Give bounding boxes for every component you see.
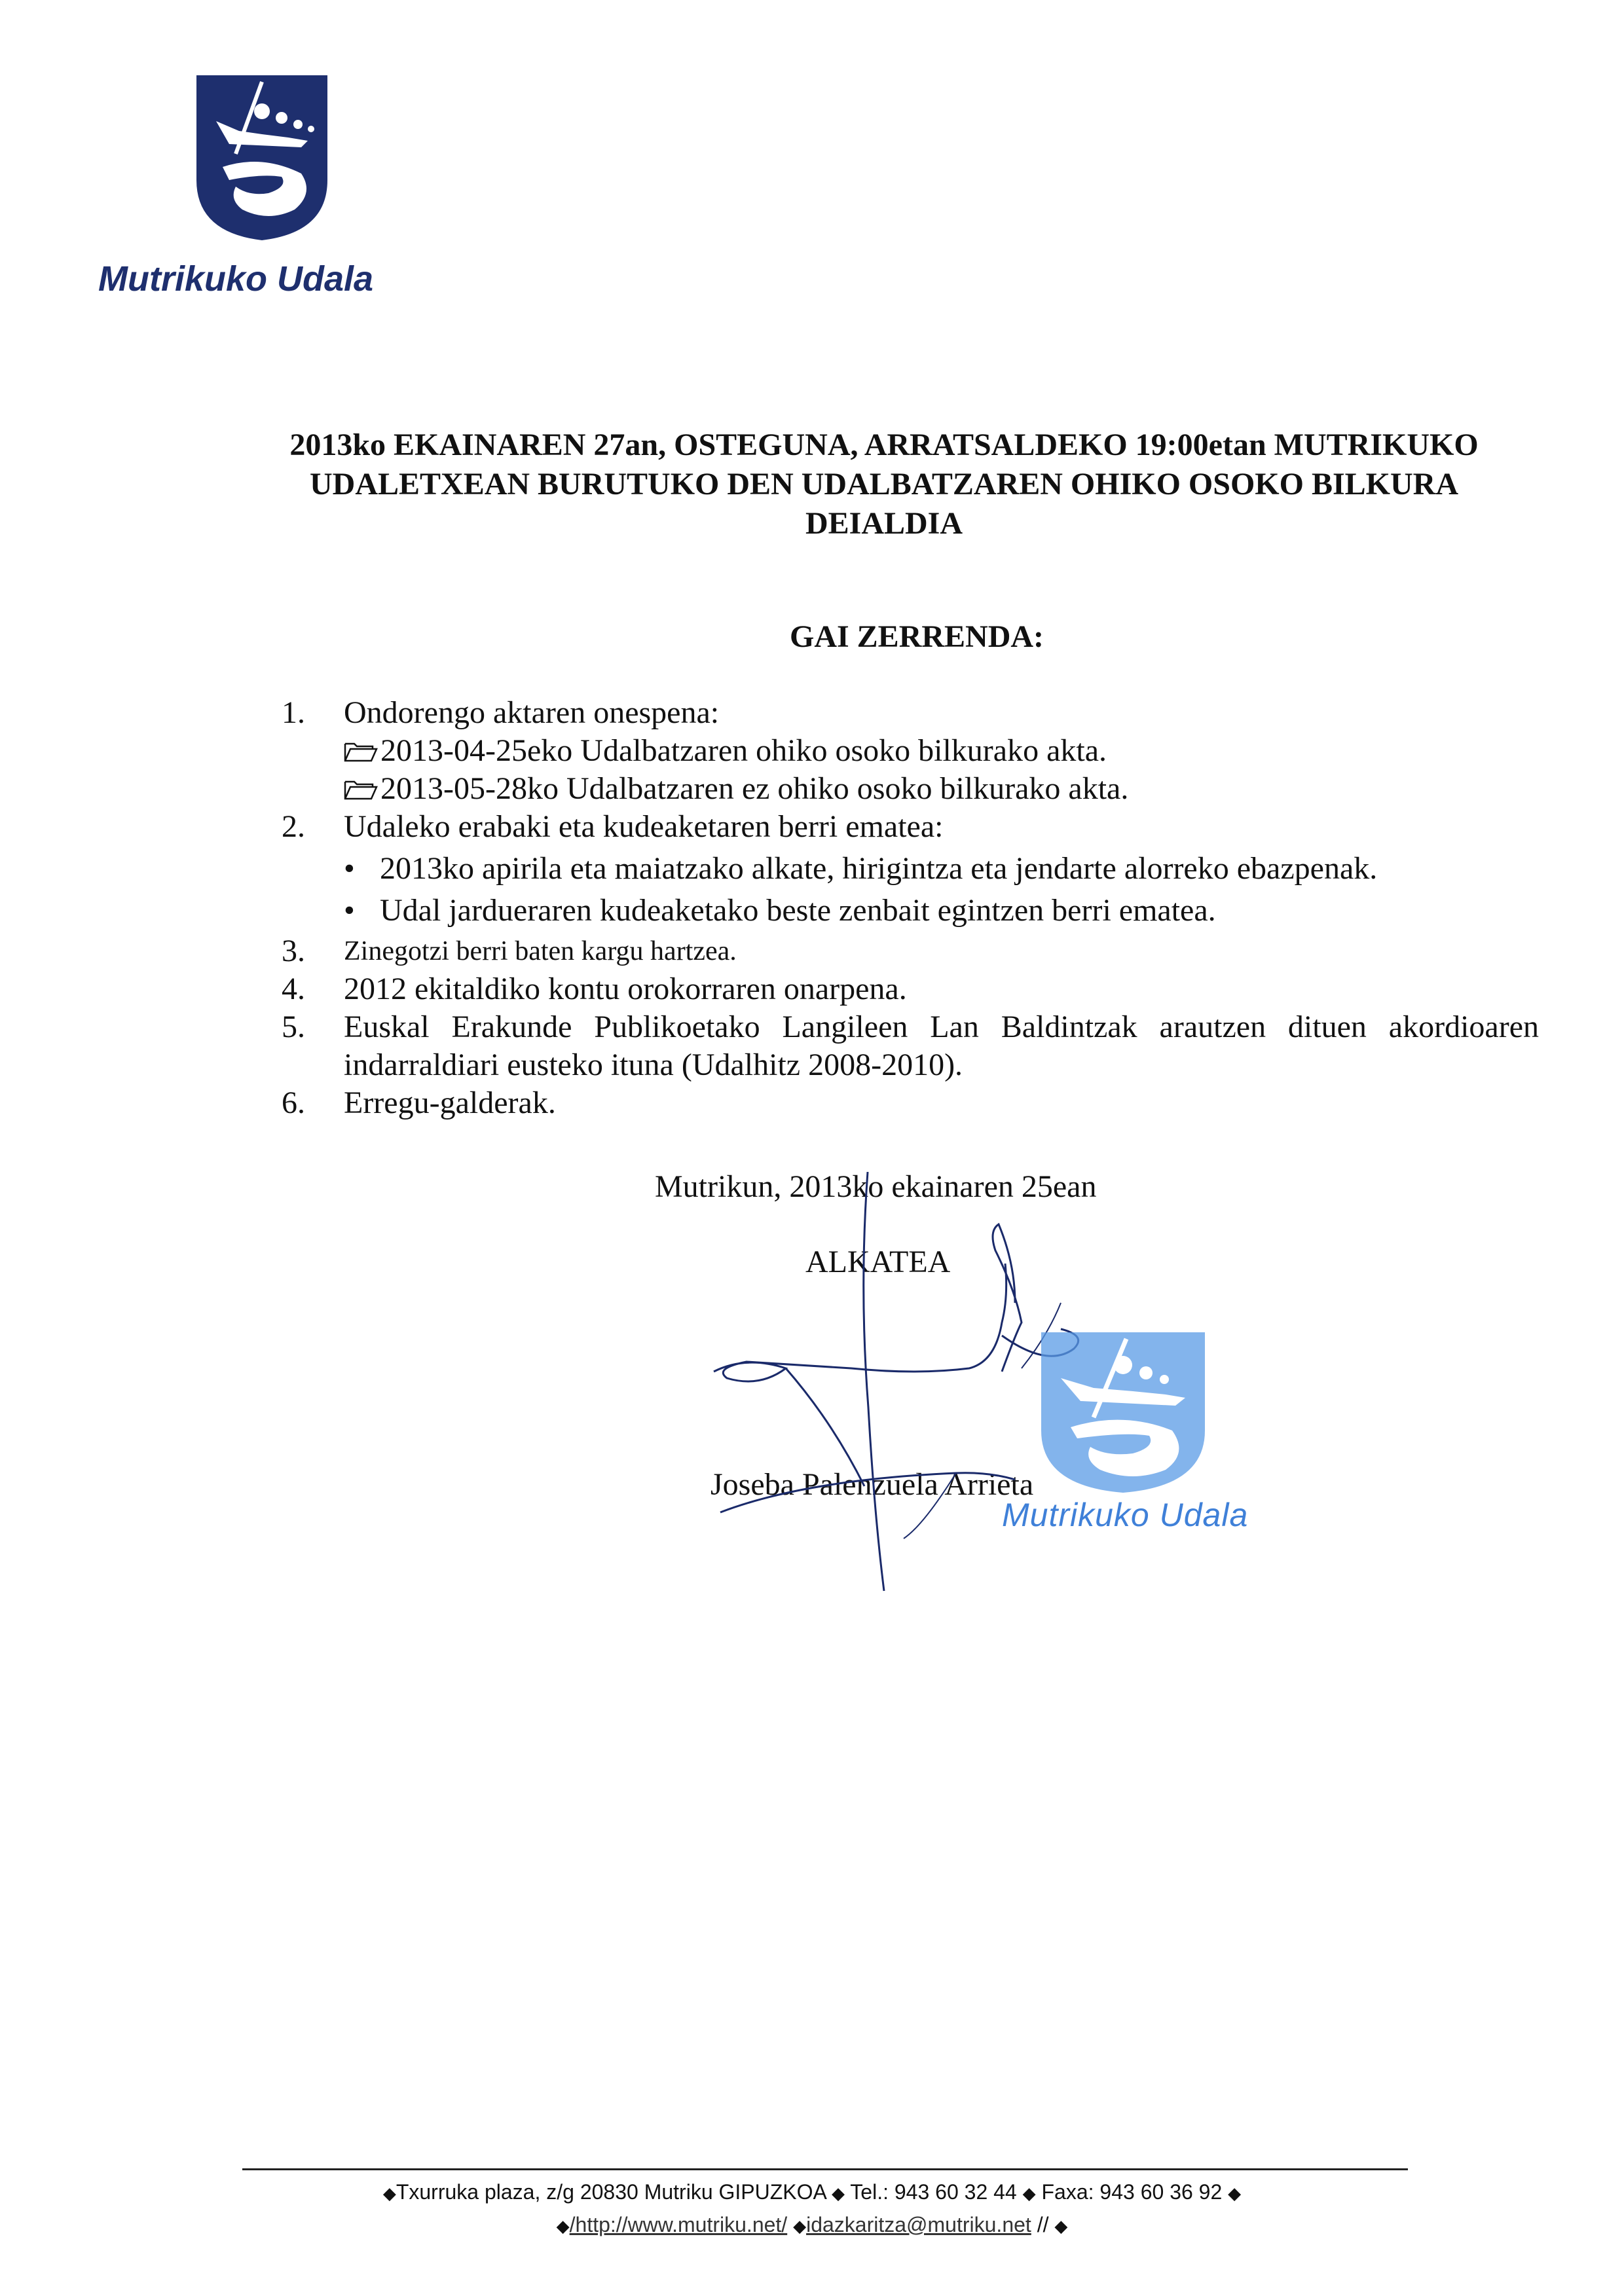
bullet-text: Udal jardueraren kudeaketako beste zenbait egintzen berri ematea. [380, 893, 1216, 928]
title-line-3: DEIALDIA [805, 506, 963, 541]
logo-caption: Mutrikuko Udala [98, 259, 374, 299]
email-link[interactable]: idazkaritza@mutriku.net [806, 2213, 1031, 2236]
bullet-text: 2013ko apirila eta maiatzako alkate, hirigintza eta jendarte alorreko ebazpenak. [380, 851, 1378, 886]
diamond-icon: ◆ [382, 2183, 396, 2203]
sub-item [282, 732, 1539, 770]
bullet-item [282, 850, 1539, 888]
stamp-caption: Mutrikuko Udala [1002, 1497, 1249, 1533]
agenda-item-2 [282, 808, 1539, 846]
signer-role: ALKATEA [805, 1245, 951, 1279]
item-number: 3. [282, 934, 305, 968]
title-line-2: UDALETXEAN BURUTUKO DEN UDALBATZAREN OHIKO OSOKO BILKURA [309, 467, 1458, 501]
agenda-item-4 [282, 970, 1539, 1008]
item-number: 1. [282, 695, 305, 730]
item-number: 4. [282, 972, 305, 1006]
signer-name: Joseba Palenzuela Arrieta [710, 1467, 1034, 1502]
document-title [249, 426, 1519, 543]
coat-of-arms-logo [190, 69, 334, 246]
footer-fax: Faxa: 943 60 36 92 [1041, 2180, 1223, 2204]
footer-divider [242, 2168, 1408, 2170]
agenda-item-1 [282, 694, 1539, 732]
agenda-item-5 [282, 1008, 1539, 1084]
footer-line-1 [0, 2180, 1624, 2204]
footer-trailer: // [1037, 2213, 1049, 2236]
item-text: Erregu-galderak. [344, 1085, 556, 1120]
agenda-list [282, 694, 1539, 1122]
item-text: Zinegotzi berri baten kargu hartzea. [344, 936, 737, 966]
website-link[interactable]: /http://www.mutriku.net/ [569, 2213, 788, 2236]
item-number: 2. [282, 809, 305, 844]
sub-item [282, 770, 1539, 808]
item-text: 2012 ekitaldiko kontu orokorraren onarpena. [344, 972, 907, 1006]
diamond-icon: ◆ [556, 2216, 570, 2236]
agenda-item-3 [282, 932, 1539, 970]
item-number: 6. [282, 1085, 305, 1120]
folder-icon [344, 778, 378, 800]
bullet-dot: • [344, 851, 355, 886]
footer-address: Txurruka plaza, z/g 20830 Mutriku GIPUZKOA [396, 2180, 826, 2204]
title-line-1: 2013ko EKAINAREN 27an, OSTEGUNA, ARRATSALDEKO 19:00etan MUTRIKUKO [289, 428, 1479, 462]
folder-icon [344, 740, 378, 762]
municipal-stamp [1035, 1326, 1211, 1496]
bullet-item [282, 892, 1539, 930]
footer-line-2 [0, 2213, 1624, 2237]
diamond-icon: ◆ [1022, 2183, 1036, 2203]
footer-tel: Tel.: 943 60 32 44 [850, 2180, 1017, 2204]
diamond-icon: ◆ [793, 2216, 807, 2236]
sub-item-text: 2013-04-25eko Udalbatzaren ohiko osoko bilkurako akta. [380, 733, 1107, 768]
place-date: Mutrikun, 2013ko ekainaren 25ean [655, 1169, 1097, 1204]
item-text: Ondorengo aktaren onespena: [344, 695, 720, 730]
item-text: Udaleko erabaki eta kudeaketaren berri ematea: [344, 809, 944, 844]
item-text-line-1: Euskal Erakunde Publikoetako Langileen Lan Baldintzak arautzen dituen akordioaren [344, 1010, 1539, 1044]
bullet-dot: • [344, 893, 355, 928]
item-text-line-2: indarraldiari eusteko ituna (Udalhitz 2008-2010). [344, 1048, 963, 1082]
diamond-icon: ◆ [831, 2183, 845, 2203]
diamond-icon: ◆ [1054, 2216, 1068, 2236]
item-number: 5. [282, 1010, 305, 1044]
diamond-icon: ◆ [1228, 2183, 1242, 2203]
agenda-item-6 [282, 1084, 1539, 1122]
agenda-heading: GAI ZERRENDA: [789, 619, 1044, 654]
sub-item-text: 2013-05-28ko Udalbatzaren ez ohiko osoko bilkurako akta. [380, 771, 1129, 806]
